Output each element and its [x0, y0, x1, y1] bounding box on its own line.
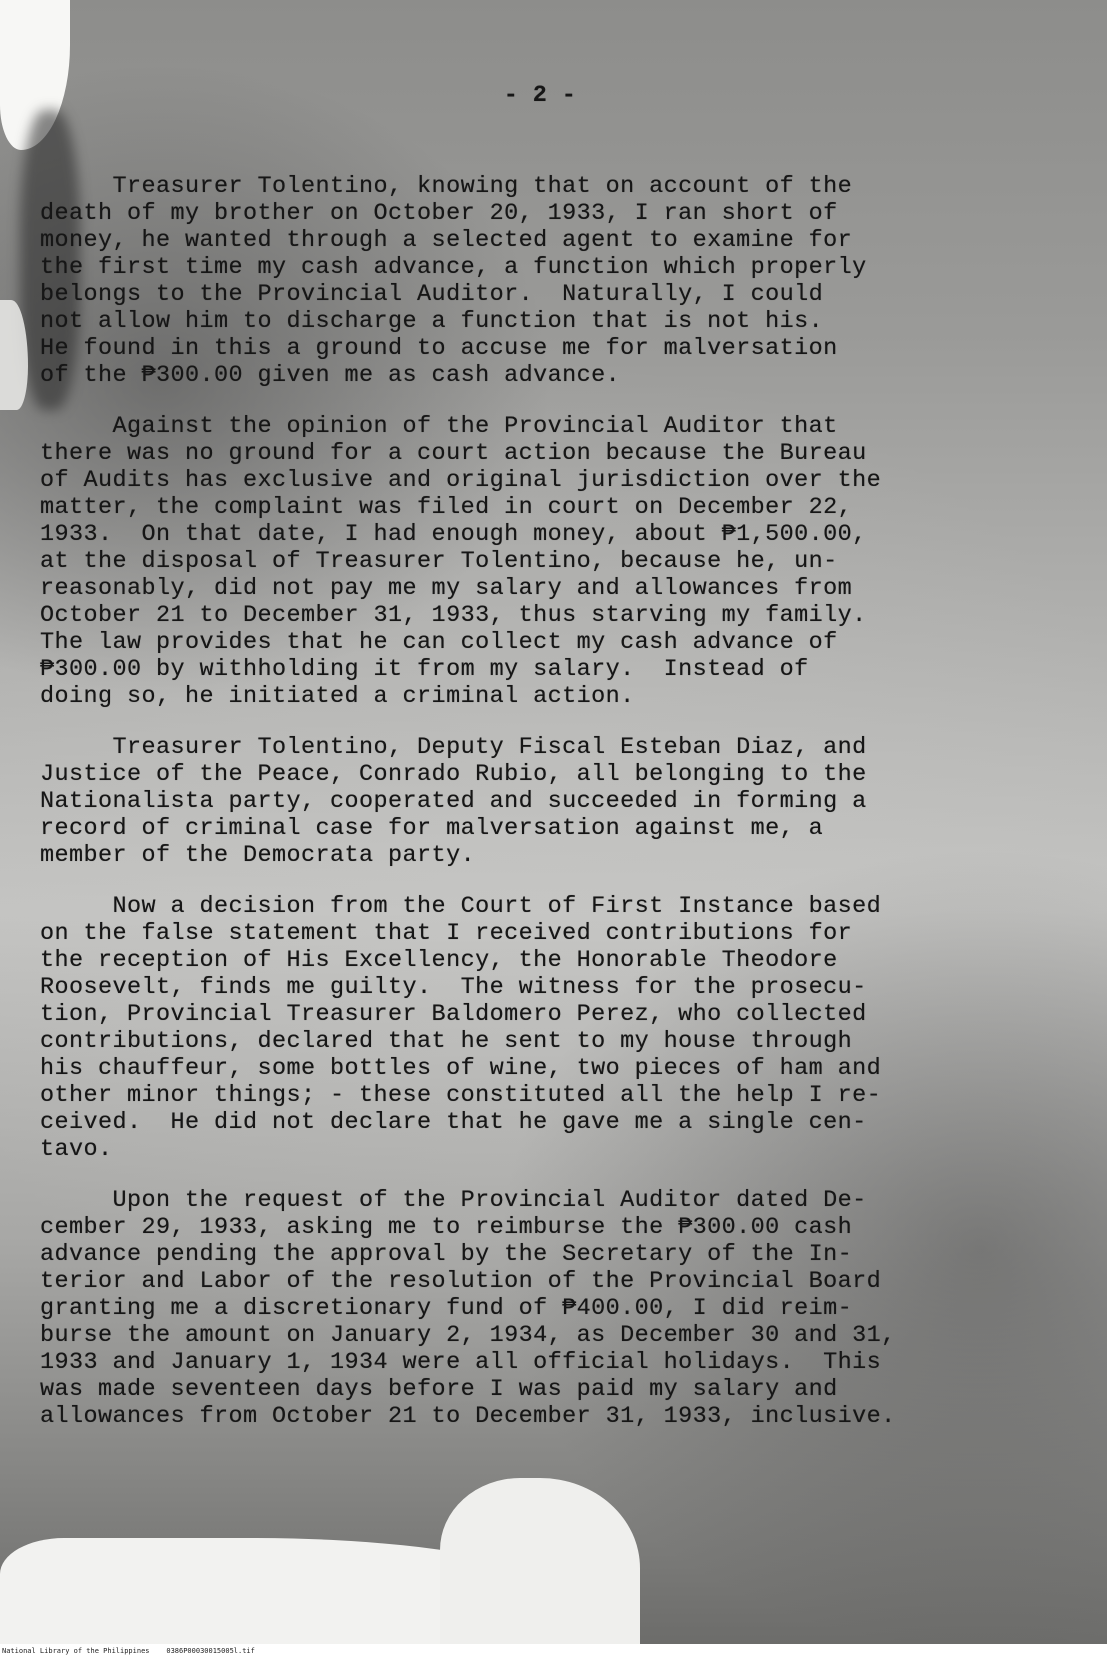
- archive-footer: National Library of the Philippines 0386P00030015005l.tif: [0, 1644, 1107, 1658]
- text-line: other minor things; - these constituted all the help I re-: [40, 1082, 882, 1109]
- text-line: allowances from October 21 to December 31, 1933, inclusive.: [40, 1403, 896, 1430]
- text-line: on the false statement that I received contributions for: [40, 920, 853, 947]
- text-line: 1933 and January 1, 1934 were all official holidays. This: [40, 1349, 882, 1376]
- text-line: tavo.: [40, 1136, 113, 1163]
- paragraph-5: [40, 1187, 1040, 1430]
- text-line: doing so, he initiated a criminal action.: [40, 683, 635, 710]
- text-line: October 21 to December 31, 1933, thus starving my family.: [40, 602, 867, 629]
- text-line: matter, the complaint was filed in court on December 22,: [40, 494, 853, 521]
- text-line: of Audits has exclusive and original jurisdiction over the: [40, 467, 882, 494]
- text-line: cember 29, 1933, asking me to reimburse the ₱300.00 cash: [40, 1214, 853, 1241]
- text-line: at the disposal of Treasurer Tolentino, because he, un-: [40, 548, 838, 575]
- text-line: Against the opinion of the Provincial Auditor that: [40, 413, 838, 440]
- text-line: Nationalista party, cooperated and succeeded in forming a: [40, 788, 867, 815]
- paragraph-1: [40, 173, 1040, 389]
- text-line: belongs to the Provincial Auditor. Naturally, I could: [40, 281, 824, 308]
- text-line: terior and Labor of the resolution of the Provincial Board: [40, 1268, 882, 1295]
- document-text: [40, 70, 1040, 1454]
- text-line: Treasurer Tolentino, knowing that on account of the: [40, 173, 853, 200]
- text-line: Treasurer Tolentino, Deputy Fiscal Esteban Diaz, and: [40, 734, 867, 761]
- text-line: Justice of the Peace, Conrado Rubio, all belonging to the: [40, 761, 867, 788]
- torn-edge-bottom-right: [440, 1478, 640, 1658]
- paragraph-4: [40, 893, 1040, 1163]
- text-line: not allow him to discharge a function that is not his.: [40, 308, 824, 335]
- text-line: ceived. He did not declare that he gave me a single cen-: [40, 1109, 867, 1136]
- text-line: Upon the request of the Provincial Auditor dated De-: [40, 1187, 867, 1214]
- text-line: his chauffeur, some bottles of wine, two pieces of ham and: [40, 1055, 882, 1082]
- text-line: money, he wanted through a selected agent to examine for: [40, 227, 853, 254]
- text-line: granting me a discretionary fund of ₱400.00, I did reim-: [40, 1295, 853, 1322]
- text-line: the reception of His Excellency, the Honorable Theodore: [40, 947, 838, 974]
- text-line: death of my brother on October 20, 1933, I ran short of: [40, 200, 838, 227]
- text-line: 1933. On that date, I had enough money, about ₱1,500.00,: [40, 521, 867, 548]
- paragraph-2: [40, 413, 1040, 710]
- text-line: there was no ground for a court action because the Bureau: [40, 440, 867, 467]
- text-line: He found in this a ground to accuse me for malversation: [40, 335, 838, 362]
- text-line: advance pending the approval by the Secretary of the In-: [40, 1241, 853, 1268]
- paragraph-3: [40, 734, 1040, 869]
- text-line: Roosevelt, finds me guilty. The witness for the prosecu-: [40, 974, 867, 1001]
- text-line: tion, Provincial Treasurer Baldomero Perez, who collected: [40, 1001, 867, 1028]
- text-line: record of criminal case for malversation against me, a: [40, 815, 824, 842]
- text-line: burse the amount on January 2, 1934, as December 30 and 31,: [40, 1322, 896, 1349]
- text-line: was made seventeen days before I was paid my salary and: [40, 1376, 838, 1403]
- text-line: of the ₱300.00 given me as cash advance.: [40, 362, 621, 389]
- text-line: the first time my cash advance, a function which properly: [40, 254, 867, 281]
- text-line: ₱300.00 by withholding it from my salary. Instead of: [40, 656, 809, 683]
- text-line: member of the Democrata party.: [40, 842, 476, 869]
- text-line: reasonably, did not pay me my salary and allowances from: [40, 575, 853, 602]
- text-line: The law provides that he can collect my cash advance of: [40, 629, 838, 656]
- page-number: - 2 -: [503, 82, 577, 109]
- text-line: contributions, declared that he sent to my house through: [40, 1028, 853, 1055]
- text-line: Now a decision from the Court of First Instance based: [40, 893, 882, 920]
